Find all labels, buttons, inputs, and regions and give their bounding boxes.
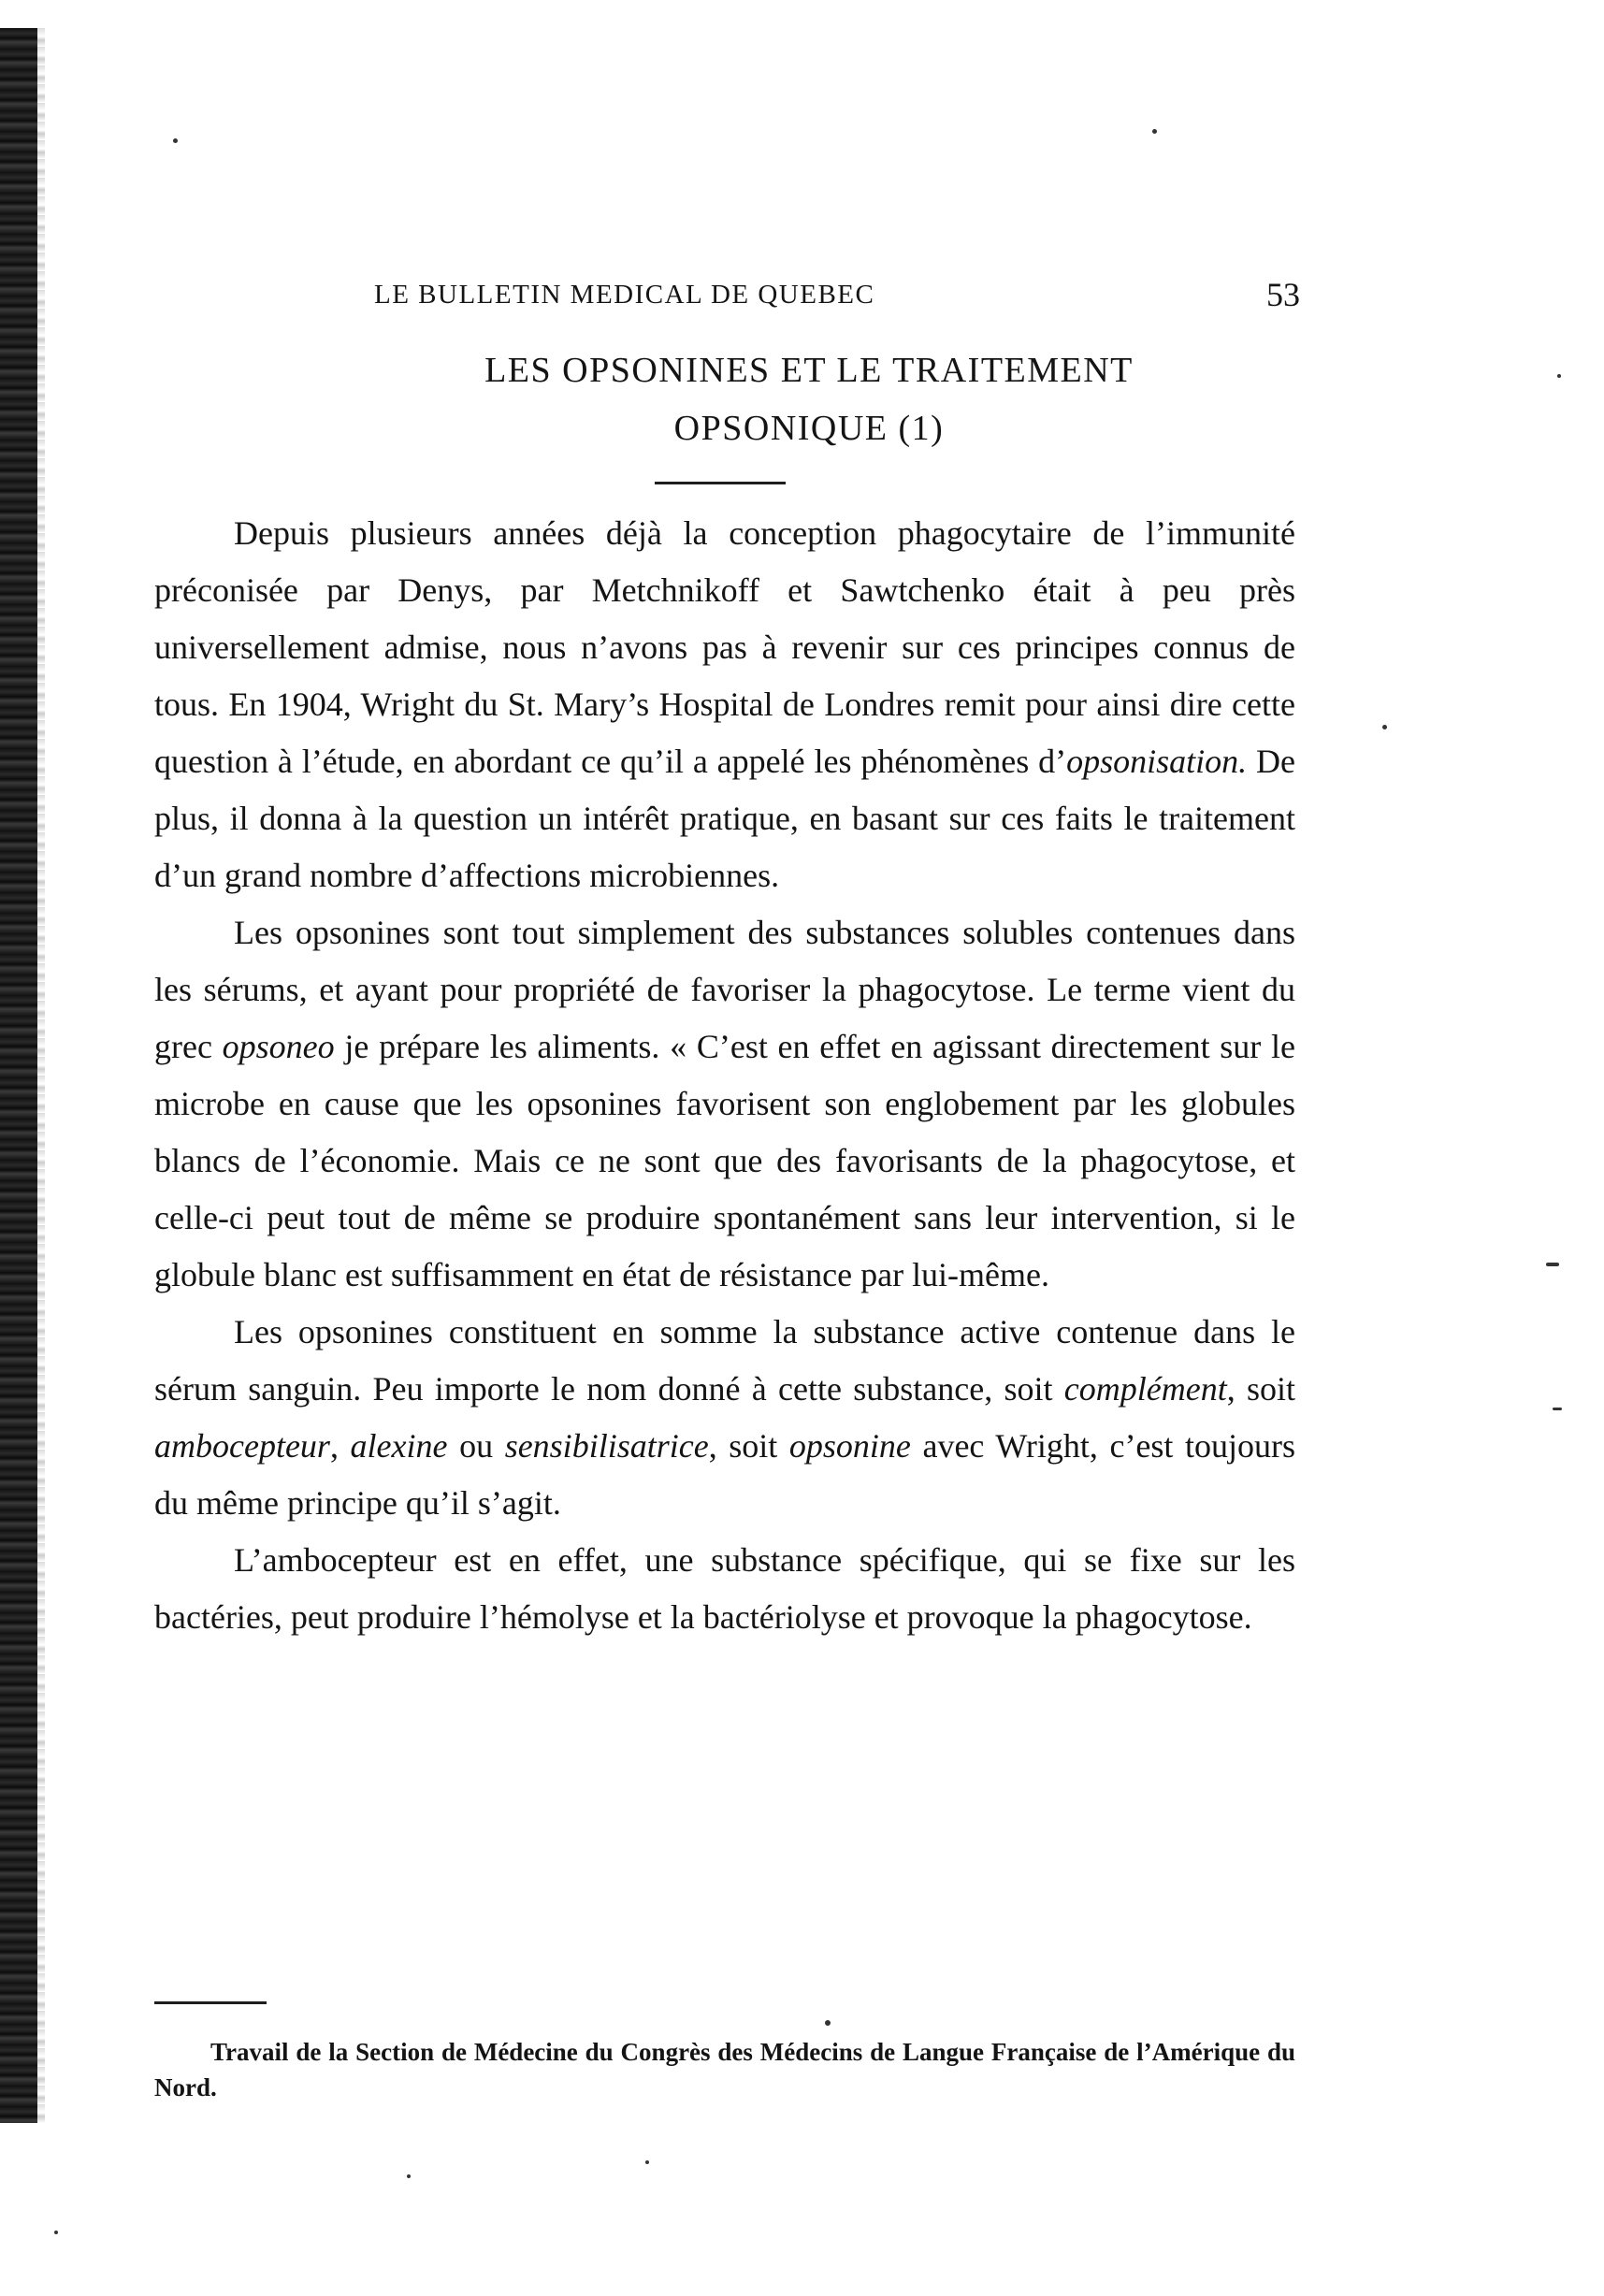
paragraph-1 bbox=[154, 505, 1295, 904]
text-segment: De plus, il donna à la question un intérêt pratique, en basant sur ces faits le traitement d’un grand nombre d’affections microbiennes. bbox=[154, 743, 1295, 894]
scan-speck bbox=[645, 2160, 649, 2164]
scan-speck bbox=[1553, 1408, 1562, 1410]
text-segment: avec Wright, c’est toujours du même principe qu’il s’agit. bbox=[154, 1427, 1296, 1522]
italic-term-opsonine: opsonine bbox=[788, 1427, 911, 1465]
scan-speck bbox=[1546, 1263, 1559, 1266]
article-title-line-2: OPSONIQUE (1) bbox=[673, 409, 945, 448]
scan-binding-edge bbox=[0, 28, 37, 2123]
scan-speck bbox=[1557, 374, 1561, 378]
text-segment: , bbox=[329, 1427, 351, 1465]
text-segment: Depuis plusieurs années déjà la conception phagocytaire de l’immunité préconisée par Denys, par Metchnikoff et Sawtchenko était à peu près universellement admise, nous n’avons pas à revenir sur ces principes connus de tous. En 1904, Wright du St. Mary’s Hospital de Londres remit pour ainsi dire cette question à l’étude, en abordant ce qu’il a appelé les phénomènes d’ bbox=[154, 514, 1295, 780]
footnote: Travail de la Section de Médecine du Congrès des Médecins de Langue Française de l’Amérique du Nord. bbox=[154, 2038, 1295, 2101]
italic-term-opsoneo: opsoneo bbox=[222, 1028, 335, 1065]
italic-term-ambocepteur: ambocepteur bbox=[154, 1427, 330, 1465]
running-title: LE BULLETIN MEDICAL DE QUEBEC bbox=[374, 280, 875, 310]
scan-speck bbox=[173, 138, 178, 143]
italic-term-sensibilisatrice: sensibilisatrice bbox=[504, 1427, 709, 1465]
paragraph-3 bbox=[154, 1304, 1295, 1532]
page-header bbox=[374, 271, 1300, 318]
text-segment: je prépare les aliments. « C’est en effet en agissant directement sur le microbe en cause que les opsonines favorisent son englobement par les globules blancs de l’économie. Mais ce ne sont que des favorisants de la phagocytose, et celle-ci peut tout de même se produire spontanément sans leur intervention, si le globule blanc est suffisamment en état de résistance par lui-même. bbox=[154, 1028, 1295, 1293]
text-segment: ou bbox=[447, 1427, 505, 1465]
article-body bbox=[154, 505, 1295, 1646]
paragraph-4 bbox=[154, 1532, 1295, 1646]
text-segment: , soit bbox=[1226, 1370, 1296, 1408]
scan-speck bbox=[54, 2231, 58, 2234]
paragraph-2 bbox=[154, 904, 1295, 1304]
scan-speck bbox=[1382, 725, 1387, 729]
text-segment: L’ambocepteur est en effet, une substance spécifique, qui se fixe sur les bactéries, peut produire l’hémolyse et la bactériolyse et provoque la phagocytose. bbox=[154, 1541, 1295, 1636]
page-number: 53 bbox=[1266, 276, 1300, 313]
title-divider bbox=[655, 482, 786, 484]
text-segment: Les opsonines sont tout simplement des substances solubles contenues dans les sérums, et ayant pour propriété de favoriser la phagocytose. Le terme vient du grec bbox=[154, 914, 1295, 1065]
scan-speck bbox=[407, 2174, 411, 2178]
text-segment: Les opsonines constituent en somme la substance active contenue dans le sérum sanguin. Peu importe le nom donné à cette substance, soit bbox=[154, 1313, 1295, 1408]
article-title bbox=[154, 341, 1464, 457]
footnote-divider bbox=[154, 2001, 267, 2004]
scan-speck bbox=[1152, 129, 1157, 134]
article-title-line-1: LES OPSONINES ET LE TRAITEMENT bbox=[484, 351, 1134, 390]
italic-term-opsonisation: opsonisation. bbox=[1066, 743, 1248, 780]
italic-term-alexine: alexine bbox=[350, 1427, 448, 1465]
scan-speck bbox=[825, 2020, 831, 2026]
italic-term-complement: complément bbox=[1063, 1370, 1227, 1408]
text-segment: , soit bbox=[708, 1427, 789, 1465]
